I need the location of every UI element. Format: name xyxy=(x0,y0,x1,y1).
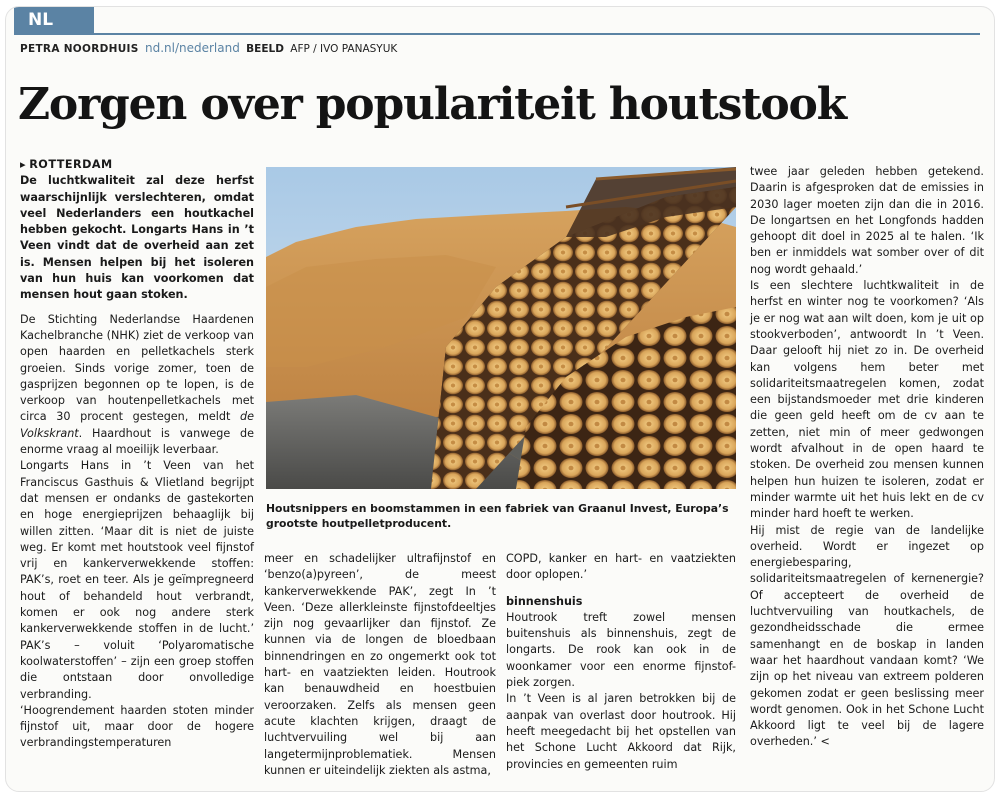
article-column-1 xyxy=(20,157,254,752)
photo-caption: Houtsnippers en boomstammen in een fabriek van Graanul Invest, Europa’s grootste houtpelletproducent. xyxy=(266,502,729,530)
article-paragraph: twee jaar geleden hebben getekend. Daarin is afgesproken dat de emissies in 2030 lager moeten zijn dan die in 2016. De longartsen en het Longfonds hadden gehoopt dit doel in 2025 al te halen. ‘Ik ben er inmiddels wat somber over of dit nog wordt gehaald.’ xyxy=(750,165,984,276)
paragraph-text: . Haardhout is vanwege de enorme vraag al moeilijk leverbaar. xyxy=(20,426,254,457)
headline: Zorgen over populariteit houtstook xyxy=(18,79,846,130)
article-column-3 xyxy=(506,551,736,773)
article-column-4 xyxy=(750,164,984,751)
article-paragraph: Longarts Hans in ’t Veen van het Franciscus Gasthuis & Vlietland begrijpt dat mensen er ondanks de gastekorten en hoge energieprijzen behaaglijk bij willen zitten. ‘Maar dit is niet de juiste weg. Er komt met houtstook veel fijnstof vrij en kankerverwekkende stoffen: PAK’s, roet en teer. Als je geïmpregneerd hout of behandeld hout verbrandt, komen er ook nog andere sterk kankerverwekkende stoffen in de lucht.’ PAK’s – voluit ‘Polyaromatische koolwaterstoffen’ – zijn een groep stoffen die ontstaan door onvolledige verbranding. xyxy=(20,459,254,701)
newspaper-page xyxy=(5,6,995,792)
wood-pile-image xyxy=(266,167,736,489)
byline-site[interactable]: nd.nl/nederland xyxy=(144,41,240,55)
section-rule xyxy=(14,33,980,35)
dateline xyxy=(20,157,254,173)
paragraph-text: De Stichting Nederlandse Haardenen Kachelbranche (NHK) ziet de verkoop van open haarden en pelletkachels sterk groeien. Sinds vorige zomer, toen de gasprijzen begonnen op te lopen, is de verkoop van houtenpelletkachels met circa 30 procent gestegen, meldt xyxy=(20,312,254,424)
article-paragraph: Hij mist de regie van de landelijke overheid. Wordt er ingezet op energiebesparing, solidariteitsmaatregelen of kernenergie? Of accepteert de overheid de luchtvervuiling van houtkachels, de gezondheidsschade die ermee samenhangt en de boskap in landen waar het haardhout vandaan komt? ‘We zijn op het niveau van extreem polderen gekomen zodat er geen beslissing meer wordt genomen. Ook in het Schone Lucht Akkoord ligt te veel bij de lagere overheden.’ < xyxy=(750,523,984,749)
article-paragraph: In ’t Veen is al jaren betrokken bij de aanpak van overlast door houtrook. Hij heeft meegedacht bij het opstellen van het Schone Lucht Akkoord dat Rijk, provincies en gemeenten ruim xyxy=(506,692,736,771)
article-column-2 xyxy=(264,551,496,779)
dateline-arrow-icon: ▸ xyxy=(20,158,26,171)
article-paragraph: ‘Hoogrendement haarden stoten minder fijnstof uit, maar door de hogere verbrandingstemperaturen xyxy=(20,703,254,750)
section-tag xyxy=(14,7,94,33)
article-paragraph: COPD, kanker en hart- en vaatziekten door oplopen.’ xyxy=(506,552,736,582)
article-photo xyxy=(266,167,736,489)
dateline-text: ROTTERDAM xyxy=(29,158,113,171)
article-lead: De luchtkwaliteit zal deze herfst waarschijnlijk verslechteren, omdat veel Nederlanders een houtkachel hebben gekocht. Longarts Hans in ’t Veen vindt dat de overheid aan zet is. Mensen helpen bij het isoleren van hun huis kan voorkomen dat mensen hout gaan stoken. xyxy=(20,174,254,302)
article-paragraph: Houtrook treft zowel mensen buitenshuis als binnenshuis, zegt de longarts. De rook kan ook in de woonkamer voor een enorme fijnstof-piek zorgen. xyxy=(506,610,736,690)
article-paragraph: meer en schadelijker ultrafijnstof en ‘benzo(a)pyreen’, de meest kankerverwekkende PAK’, zegt In ’t Veen. ‘Deze allerkleinste fijnstofdeeltjes zijn nog gevaarlijker dan fijnstof. Ze kunnen via de longen de bloedbaan binnendringen en zo ongemerkt ook tot hart- en vaatziekten leiden. Houtrook kan benauwdheid en hoestbuien veroorzaken. Zelfs als mensen geen acute klachten krijgen, draagt de luchtvervuiling wel bij aan langetermijnproblematiek. Mensen kunnen er uiteindelijk ziekten als astma, xyxy=(264,552,496,777)
byline-credit-label: BEELD xyxy=(246,43,284,55)
byline-author: PETRA NOORDHUIS xyxy=(20,43,139,55)
byline-credit: AFP / IVO PANASYUK xyxy=(290,43,398,55)
subheading: binnenshuis xyxy=(506,594,583,608)
byline xyxy=(20,41,397,55)
source-name: de Volkskrant xyxy=(20,410,254,440)
section-tag-label: NL xyxy=(28,10,54,30)
article-paragraph xyxy=(20,312,254,459)
article-paragraph: Is een slechtere luchtkwaliteit in de herfst en winter nog te voorkomen? ‘Als je er nog wat aan wilt doen, kom je uit op stookverboden’, antwoordt In ’t Veen. Daar gelooft hij niet zo in. De overheid kan volgens hem beter met solidariteitsmaatregelen komen, zodat een bijstandsmoeder met drie kinderen die geen geld heeft om de cv aan te zetten, niet min of meer gedwongen wordt afvalhout in de open haard te stoken. De overheid zou mensen kunnen helpen hun huizen te isoleren, zodat er minder warmte uit het huis lekt en de cv minder hard hoeft te werken. xyxy=(750,279,984,521)
